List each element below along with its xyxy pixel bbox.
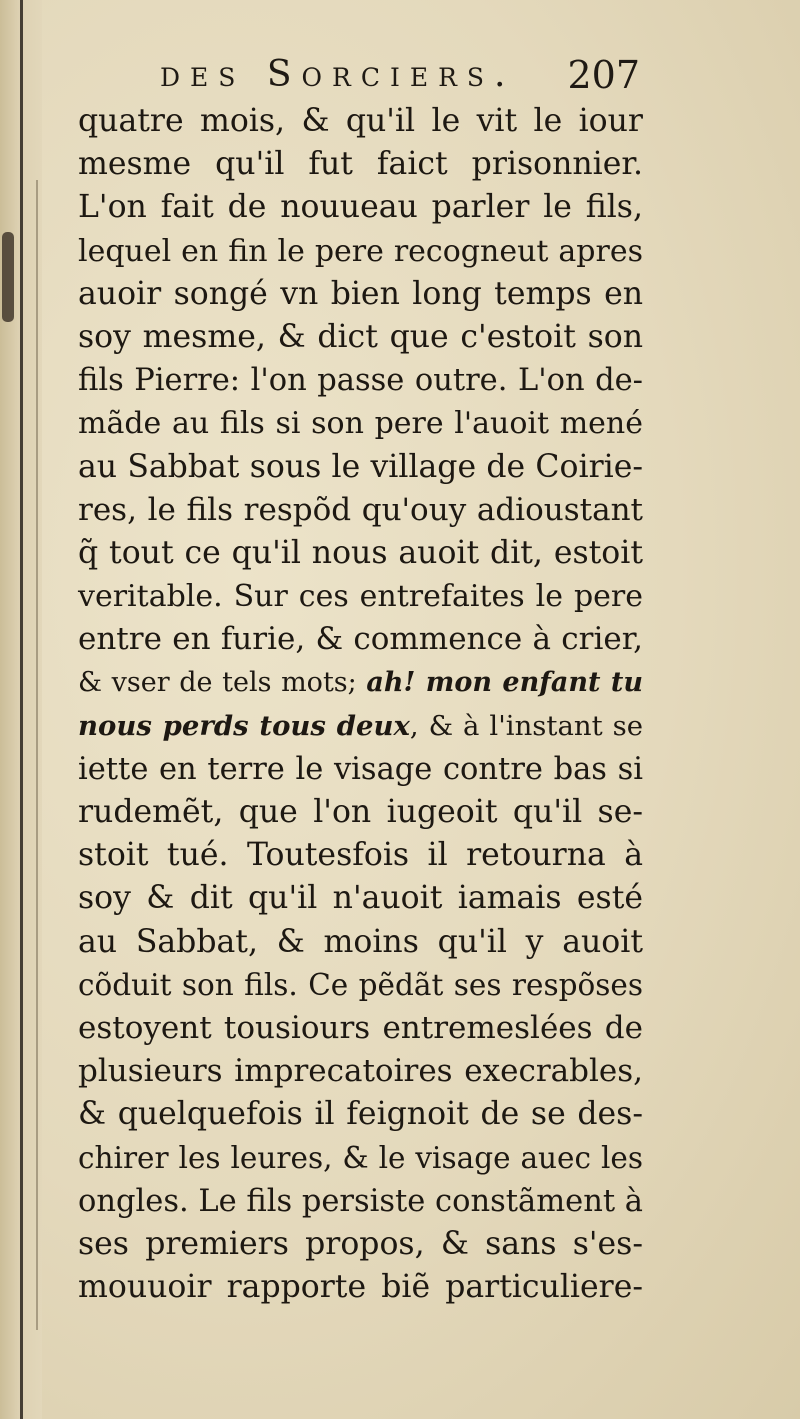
text-line: res, le fils respõd qu'ouy adioustant [78, 491, 643, 528]
body-text [78, 100, 643, 1309]
page-header [160, 50, 640, 100]
text-line: au Sabbat, & moins qu'il y auoit [78, 923, 643, 960]
text-line: soy & dit qu'il n'auoit iamais esté [78, 880, 643, 917]
gutter-edge-line [20, 0, 23, 1419]
text-line: plusieurs imprecatoires execrables, [78, 1053, 643, 1090]
page-number: 207 [567, 53, 640, 97]
text-line: mouuoir rapporte biẽ particuliere- [78, 1269, 643, 1306]
text-line: entre en furie, & commence à crier, [78, 621, 643, 658]
text-line: q̃ tout ce qu'il nous auoit dit, estoit [78, 534, 643, 571]
text-line: iette en terre le visage contre bas si [78, 751, 643, 787]
text-line: stoit tué. Toutesfois il retourna à [78, 837, 643, 874]
text-segment: & vser de tels mots; [78, 667, 357, 699]
gutter-shadow-line [36, 180, 38, 1330]
italic-phrase: ah! mon enfant tu [366, 667, 643, 699]
text-line: mesme qu'il fut faict prisonnier. [78, 146, 643, 183]
text-line-mixed [78, 705, 643, 748]
text-line: auoir songé vn bien long temps en [78, 275, 643, 312]
text-segment: , & à l'instant se [409, 709, 643, 742]
text-line: ongles. Le fils persiste constãment à [78, 1183, 643, 1219]
text-line: cõduit son fils. Ce pẽdãt ses respõses [78, 967, 643, 1002]
italic-phrase: nous perds tous deux [78, 709, 410, 742]
text-line: au Sabbat sous le village de Coirie- [78, 448, 643, 485]
text-line: veritable. Sur ces entrefaites le pere [78, 579, 643, 615]
text-line: fils Pierre: l'on passe outre. L'on de- [78, 363, 643, 399]
text-line: chirer les leures, & le visage auec les [78, 1140, 643, 1175]
binding-mark [2, 232, 14, 322]
text-line: soy mesme, & dict que c'estoit son [78, 318, 643, 355]
text-line: L'on fait de nouueau parler le fils, [78, 189, 643, 226]
text-line: estoyent tousiours entremeslées de [78, 1009, 643, 1046]
text-line: ses premiers propos, & sans s'es- [78, 1225, 643, 1262]
text-line: mãde au fils si son pere l'auoit mené [78, 406, 643, 442]
text-line: rudemẽt, que l'on iugeoit qu'il se- [78, 794, 643, 830]
text-line: & quelquefois il feignoit de se des- [78, 1096, 643, 1133]
text-line: lequel en fin le pere recogneut apres [78, 233, 643, 269]
text-line-mixed [78, 661, 643, 704]
text-line: quatre mois, & qu'il le vit le iour [78, 103, 643, 139]
running-title: des Sorciers. [160, 54, 516, 95]
